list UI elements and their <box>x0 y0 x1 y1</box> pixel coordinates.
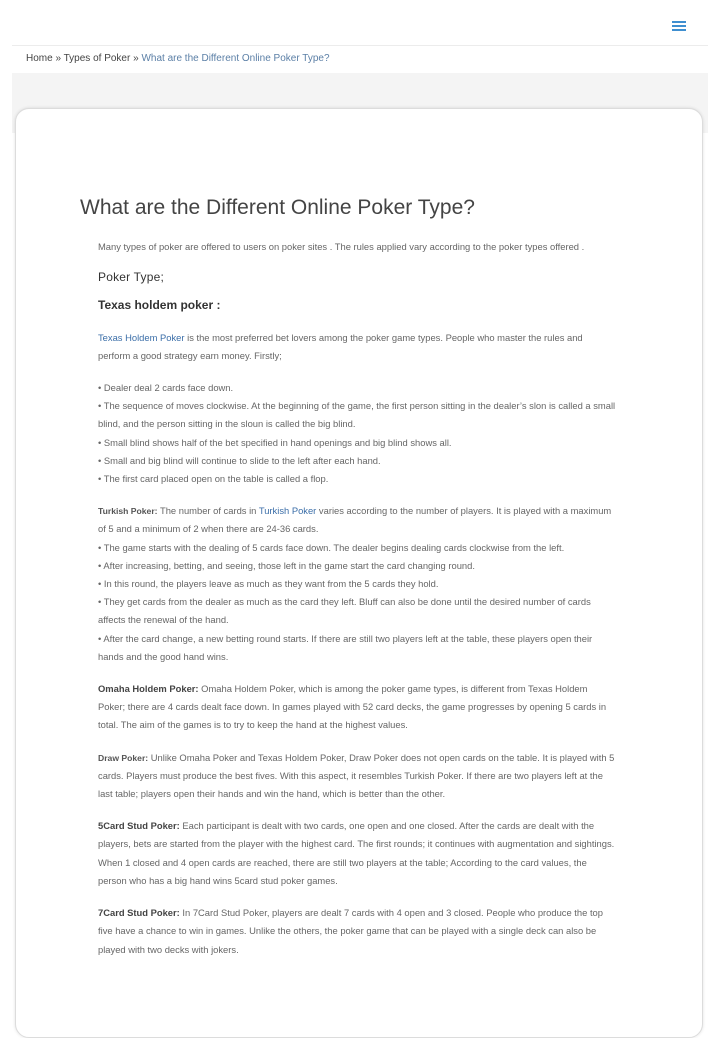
turkish-poker-link[interactable]: Turkish Poker <box>258 505 317 517</box>
draw-text: Unlike Omaha Poker and Texas Holdem Poker, Draw Poker does not open cards on the table. It is played with 5 cards. Players must produce the best fives. With this aspect, it resembles Turkish Poker. If there are two players left at the last table; players open their hands and win the hand, which is better than the other. <box>98 751 615 800</box>
five-card-stud-paragraph <box>98 817 616 890</box>
list-item: • The first card placed open on the table is called a flop. <box>98 473 329 485</box>
list-item: • Small blind shows half of the bet specified in hand openings and big blind shows all. <box>98 436 452 448</box>
seven-card-stud-text: In 7Card Stud Poker, players are dealt 7 cards with 4 open and 3 closed. People who produce the top five have a chance to win in games. Unlike the others, the poker game that can be played with a single deck can also be played with two decks with jokers. <box>98 907 603 955</box>
intro-paragraph: Many types of poker are offered to users on poker sites . The rules applied vary according to the poker types offered . <box>98 241 585 252</box>
breadcrumb <box>26 53 330 64</box>
omaha-holdem-term: Omaha Holdem Poker: <box>98 683 199 695</box>
list-item: • The game starts with the dealing of 5 cards face down. The dealer begins dealing cards clockwise from the left. <box>98 541 565 553</box>
texas-paragraph <box>98 329 616 365</box>
texas-text: is the most preferred bet lovers among the poker game types. People who master the rules and perform a good strategy earn money. Firstly; <box>98 331 583 361</box>
list-item: • Small and big blind will continue to slide to the left after each hand. <box>98 454 381 466</box>
turkish-paragraph <box>98 502 616 538</box>
list-item: • They get cards from the dealer as much as the card they left. Bluff can also be done until the desired number of cards affects the renewal of the hand. <box>98 596 591 626</box>
seven-card-stud-paragraph <box>98 904 616 959</box>
omaha-text: Omaha Holdem Poker, which is among the poker game types, is different from Texas Holdem Poker; there are 4 cards dealt face down. In games played with 52 card decks, the game progresses by opening 5 cards in total. The aim of the games is to try to keep the hand at the highest values. <box>98 683 607 731</box>
hamburger-menu-icon[interactable] <box>672 21 686 31</box>
breadcrumb-separator: » <box>52 53 64 64</box>
list-item: • After increasing, betting, and seeing, those left in the game start the card changing round. <box>98 559 475 571</box>
breadcrumb-home-link[interactable]: Home <box>26 53 53 64</box>
draw-poker-term: Draw Poker: <box>98 752 149 763</box>
heading-texas-holdem: Texas holdem poker : <box>98 298 221 313</box>
draw-paragraph <box>98 749 616 804</box>
breadcrumb-current-page: What are the Different Online Poker Type? <box>141 53 330 64</box>
seven-card-stud-term: 7Card Stud Poker: <box>98 907 180 919</box>
article-content <box>98 238 616 973</box>
page-title: What are the Different Online Poker Type? <box>80 196 475 219</box>
five-card-stud-term: 5Card Stud Poker: <box>98 820 180 832</box>
turkish-poker-section <box>98 502 616 666</box>
list-item: • After the card change, a new betting round starts. If there are still two players left at the table, these players open their hands and the good hand wins. <box>98 632 593 662</box>
turkish-text: The number of cards in <box>157 505 259 517</box>
list-item: • In this round, the players leave as much as they want from the 5 cards they hold. <box>98 578 439 590</box>
heading-poker-type: Poker Type; <box>98 270 165 285</box>
list-item: • The sequence of moves clockwise. At the beginning of the game, the first person sitting in the dealer’s slon is called a small blind, and the person sitting in the sloun is called the big blind. <box>98 400 616 430</box>
top-header-bar <box>12 0 708 46</box>
texas-rules-list <box>98 379 616 488</box>
turkish-text: varies according to the number of players. It is played with a maximum of 5 and a minimum of 2 when there are 24-36 cards. <box>98 505 612 535</box>
turkish-poker-term: Turkish Poker: <box>98 506 158 517</box>
omaha-paragraph <box>98 680 616 735</box>
breadcrumb-separator: » <box>130 53 142 64</box>
texas-holdem-poker-link[interactable]: Texas Holdem Poker <box>98 331 185 343</box>
five-card-stud-text: Each participant is dealt with two cards, one open and one closed. After the cards are dealt with the players, bets are started from the player with the highest card. The first rounds; it continues with augmentation and sightings. When 1 closed and 4 open cards are reached, there are still two players at the table; According to the card values, the person who has a big hand wins 5card stud poker games. <box>98 820 615 886</box>
list-item: • Dealer deal 2 cards face down. <box>98 382 234 394</box>
breadcrumb-types-of-poker-link[interactable]: Types of Poker <box>63 53 131 64</box>
